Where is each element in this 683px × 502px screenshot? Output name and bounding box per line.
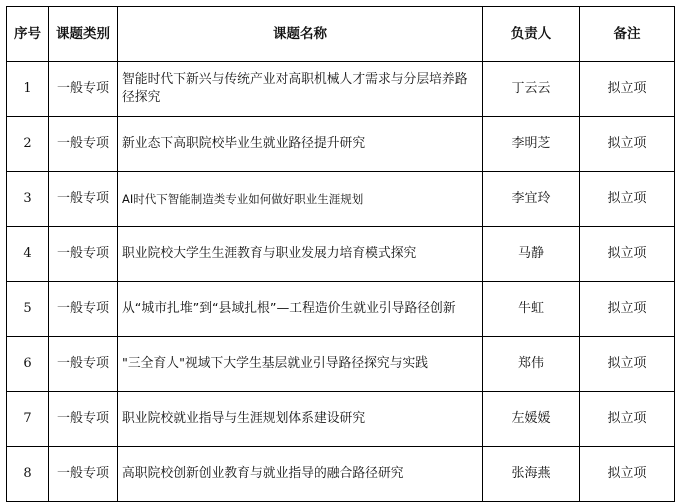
- table-row: [7, 337, 675, 392]
- row-note: 拟立项: [580, 337, 675, 392]
- row-no: 2: [7, 117, 49, 172]
- row-note: 拟立项: [580, 227, 675, 282]
- header-note: 备注: [580, 7, 675, 62]
- row-note: 拟立项: [580, 62, 675, 117]
- row-category: 一般专项: [49, 447, 118, 502]
- row-note: 拟立项: [580, 392, 675, 447]
- table-row: [7, 282, 675, 337]
- row-title: 高职院校创新创业教育与就业指导的融合路径研究: [118, 447, 483, 502]
- project-table: [6, 6, 675, 502]
- table-row: [7, 392, 675, 447]
- row-category: 一般专项: [49, 337, 118, 392]
- table-row: [7, 117, 675, 172]
- row-no: 3: [7, 172, 49, 227]
- row-leader: 李明芝: [483, 117, 580, 172]
- row-category: 一般专项: [49, 392, 118, 447]
- header-category: 课题类别: [49, 7, 118, 62]
- row-title: 职业院校大学生生涯教育与职业发展力培育模式探究: [118, 227, 483, 282]
- row-leader: 牛虹: [483, 282, 580, 337]
- row-leader: 马静: [483, 227, 580, 282]
- table-row: [7, 172, 675, 227]
- row-no: 4: [7, 227, 49, 282]
- row-note: 拟立项: [580, 172, 675, 227]
- table-row: [7, 62, 675, 117]
- row-title: "三全育人"视域下大学生基层就业引导路径探究与实践: [118, 337, 483, 392]
- row-no: 7: [7, 392, 49, 447]
- row-leader: 丁云云: [483, 62, 580, 117]
- row-no: 8: [7, 447, 49, 502]
- row-note: 拟立项: [580, 282, 675, 337]
- row-leader: 李宜玲: [483, 172, 580, 227]
- header-no: 序号: [7, 7, 49, 62]
- table-row: [7, 447, 675, 502]
- row-leader: 张海燕: [483, 447, 580, 502]
- header-title: 课题名称: [118, 7, 483, 62]
- row-title: 从“城市扎堆”到“县域扎根”—工程造价生就业引导路径创新: [118, 282, 483, 337]
- row-no: 1: [7, 62, 49, 117]
- row-no: 5: [7, 282, 49, 337]
- header-leader: 负责人: [483, 7, 580, 62]
- row-category: 一般专项: [49, 227, 118, 282]
- row-no: 6: [7, 337, 49, 392]
- row-title: AI时代下智能制造类专业如何做好职业生涯规划: [118, 172, 483, 227]
- row-title: 智能时代下新兴与传统产业对高职机械人才需求与分层培养路径探究: [118, 62, 483, 117]
- row-category: 一般专项: [49, 62, 118, 117]
- project-table-wrapper: [6, 6, 675, 502]
- row-leader: 左媛媛: [483, 392, 580, 447]
- row-category: 一般专项: [49, 282, 118, 337]
- row-category: 一般专项: [49, 117, 118, 172]
- row-leader: 郑伟: [483, 337, 580, 392]
- row-title: 新业态下高职院校毕业生就业路径提升研究: [118, 117, 483, 172]
- row-note: 拟立项: [580, 117, 675, 172]
- row-note: 拟立项: [580, 447, 675, 502]
- table-row: [7, 227, 675, 282]
- table-header-row: [7, 7, 675, 62]
- row-category: 一般专项: [49, 172, 118, 227]
- row-title: 职业院校就业指导与生涯规划体系建设研究: [118, 392, 483, 447]
